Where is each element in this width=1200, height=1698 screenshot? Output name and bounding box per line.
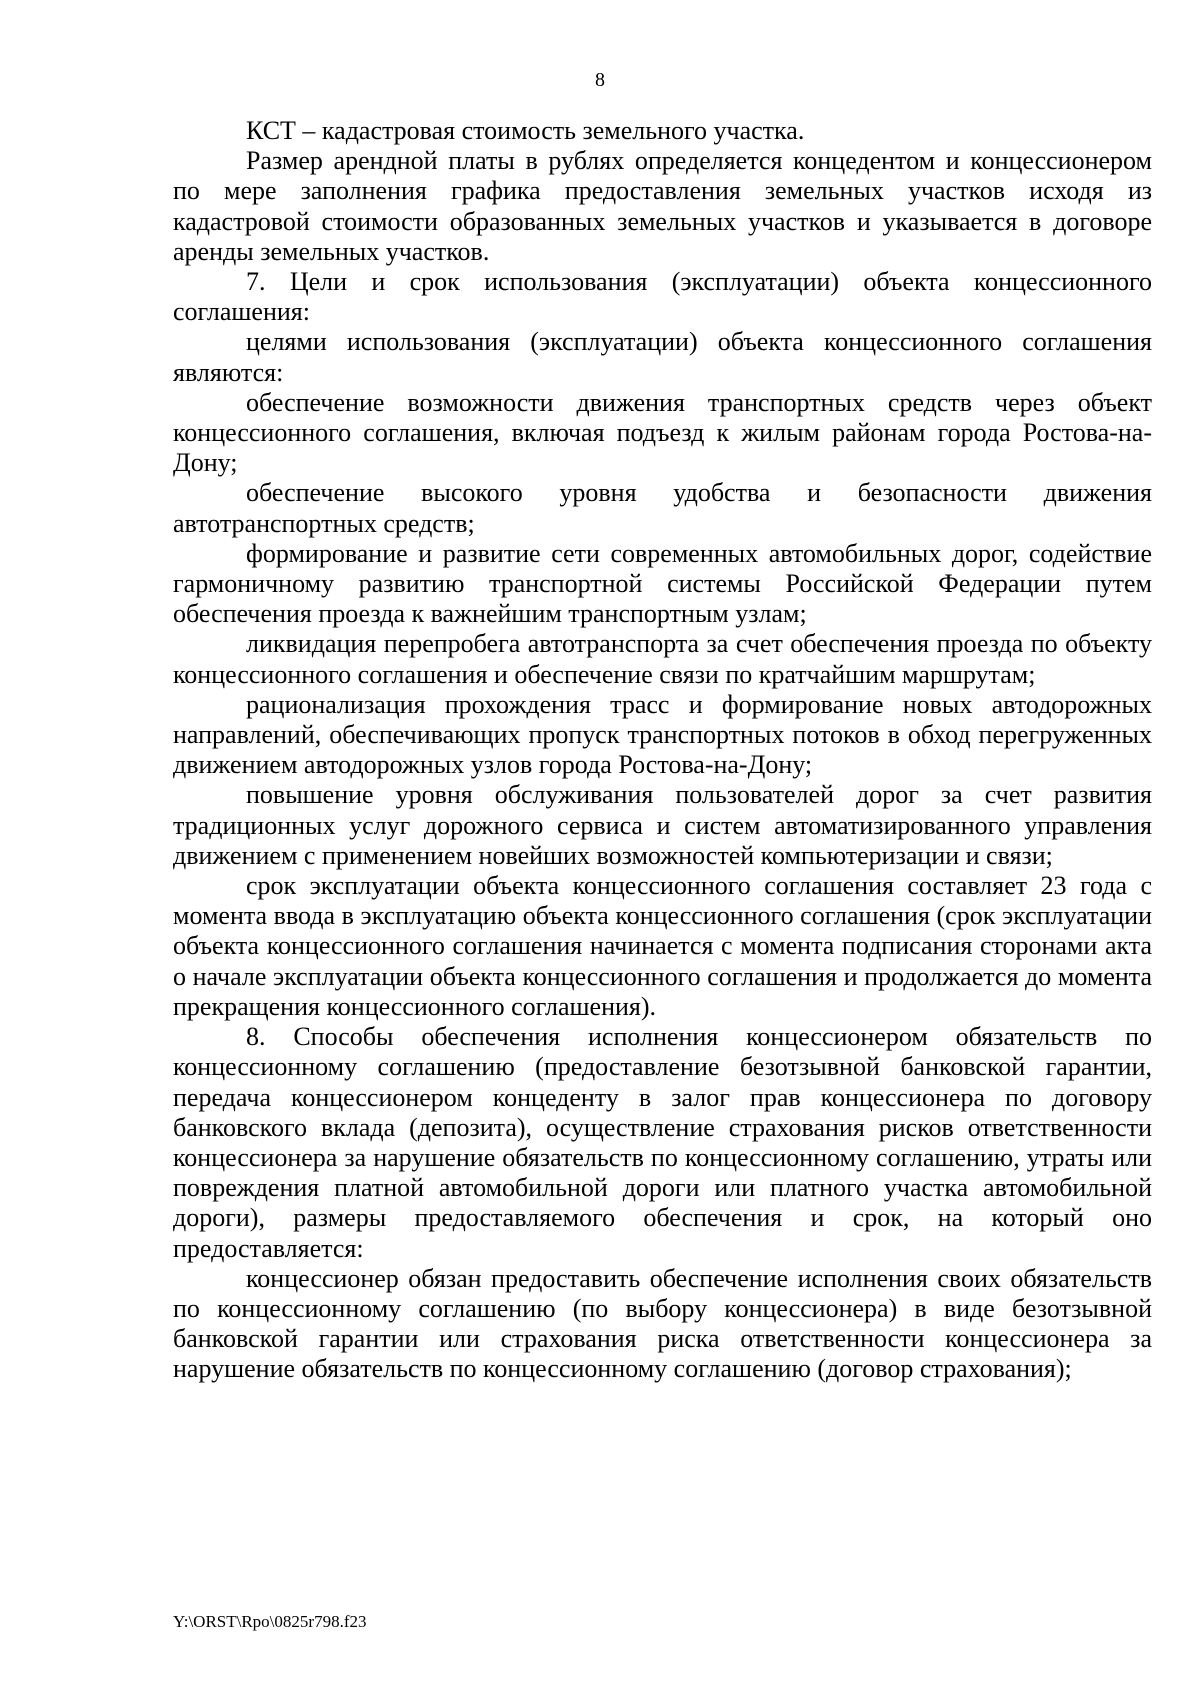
footer-file-path: Y:\ORST\Rpo\0825r798.f23 <box>173 1612 367 1631</box>
paragraph-section-7-heading: 7. Цели и срок использования (эксплуатации) объекта концессионного соглашения: <box>173 267 1152 327</box>
paragraph-goals-intro: целями использования (эксплуатации) объекта концессионного соглашения являются: <box>173 327 1152 387</box>
paragraph-security-obligation: концессионер обязан предоставить обеспечение исполнения своих обязательств по концессионному соглашению (по выбору концессионера) в виде безотзывной банковской гарантии или страхования риска ответственности концессионера за нарушение обязательств по концессионному соглашению (договор страхования); <box>173 1263 1152 1384</box>
paragraph-goal-traffic: обеспечение возможности движения транспортных средств через объект концессионного соглашения, включая подъезд к жилым районам города Ростова-на-Дону; <box>173 387 1152 478</box>
paragraph-rent-amount: Размер арендной платы в рублях определяется концедентом и концессионером по мере заполнения графика предоставления земельных участков исходя из кадастровой стоимости образованных земельных участков и указывается в договоре аренды земельных участков. <box>173 146 1152 266</box>
paragraph-goal-service: повышение уровня обслуживания пользователей дорог за счет развития традиционных услуг дорожного сервиса и систем автоматизированного управления движением с применением новейших возможностей компьютеризации и связи; <box>173 780 1152 870</box>
page-number: 8 <box>595 69 605 91</box>
paragraph-kst-definition: КСТ – кадастровая стоимость земельного участка. <box>246 116 805 145</box>
paragraph-goal-road-network: формирование и развитие сети современных автомобильных дорог, содействие гармоничному развитию транспортной системы Российской Федерации путем обеспечения проезда к важнейшим транспортным узлам; <box>173 538 1152 629</box>
paragraph-section-8-heading: 8. Способы обеспечения исполнения концессионером обязательств по концессионному соглашению (предоставление безотзывной банковской гарантии, передача концессионером концеденту в залог прав концессионера по договору банковского вклада (депозита), осуществление страхования рисков ответственности концессионера за нарушение обязательств по концессионному соглашению, утраты или повреждения платной автомобильной дороги или платного участка автомобильной дороги), размеры предоставляемого обеспечения и срок, на который оно предоставляется: <box>173 1022 1152 1263</box>
paragraph-goal-safety: обеспечение высокого уровня удобства и безопасности движения автотранспортных средств; <box>173 478 1152 538</box>
document-body <box>173 116 1152 1385</box>
paragraph-goal-overrun: ликвидация перепробега автотранспорта за счет обеспечения проезда по объекту концессионного соглашения и обеспечение связи по кратчайшим маршрутам; <box>173 629 1152 689</box>
paragraph-operation-term: срок эксплуатации объекта концессионного соглашения составляет 23 года с момента ввода в эксплуатацию объекта концессионного соглашения (срок эксплуатации объекта концессионного соглашения начинается с момента подписания сторонами акта о начале эксплуатации объекта концессионного соглашения и продолжается до момента прекращения концессионного соглашения). <box>173 871 1152 1021</box>
paragraph-goal-routes: рационализация прохождения трасс и формирование новых автодорожных направлений, обеспечивающих пропуск транспортных потоков в обход перегруженных движением автодорожных узлов города Ростова-на-Дону; <box>173 689 1152 780</box>
